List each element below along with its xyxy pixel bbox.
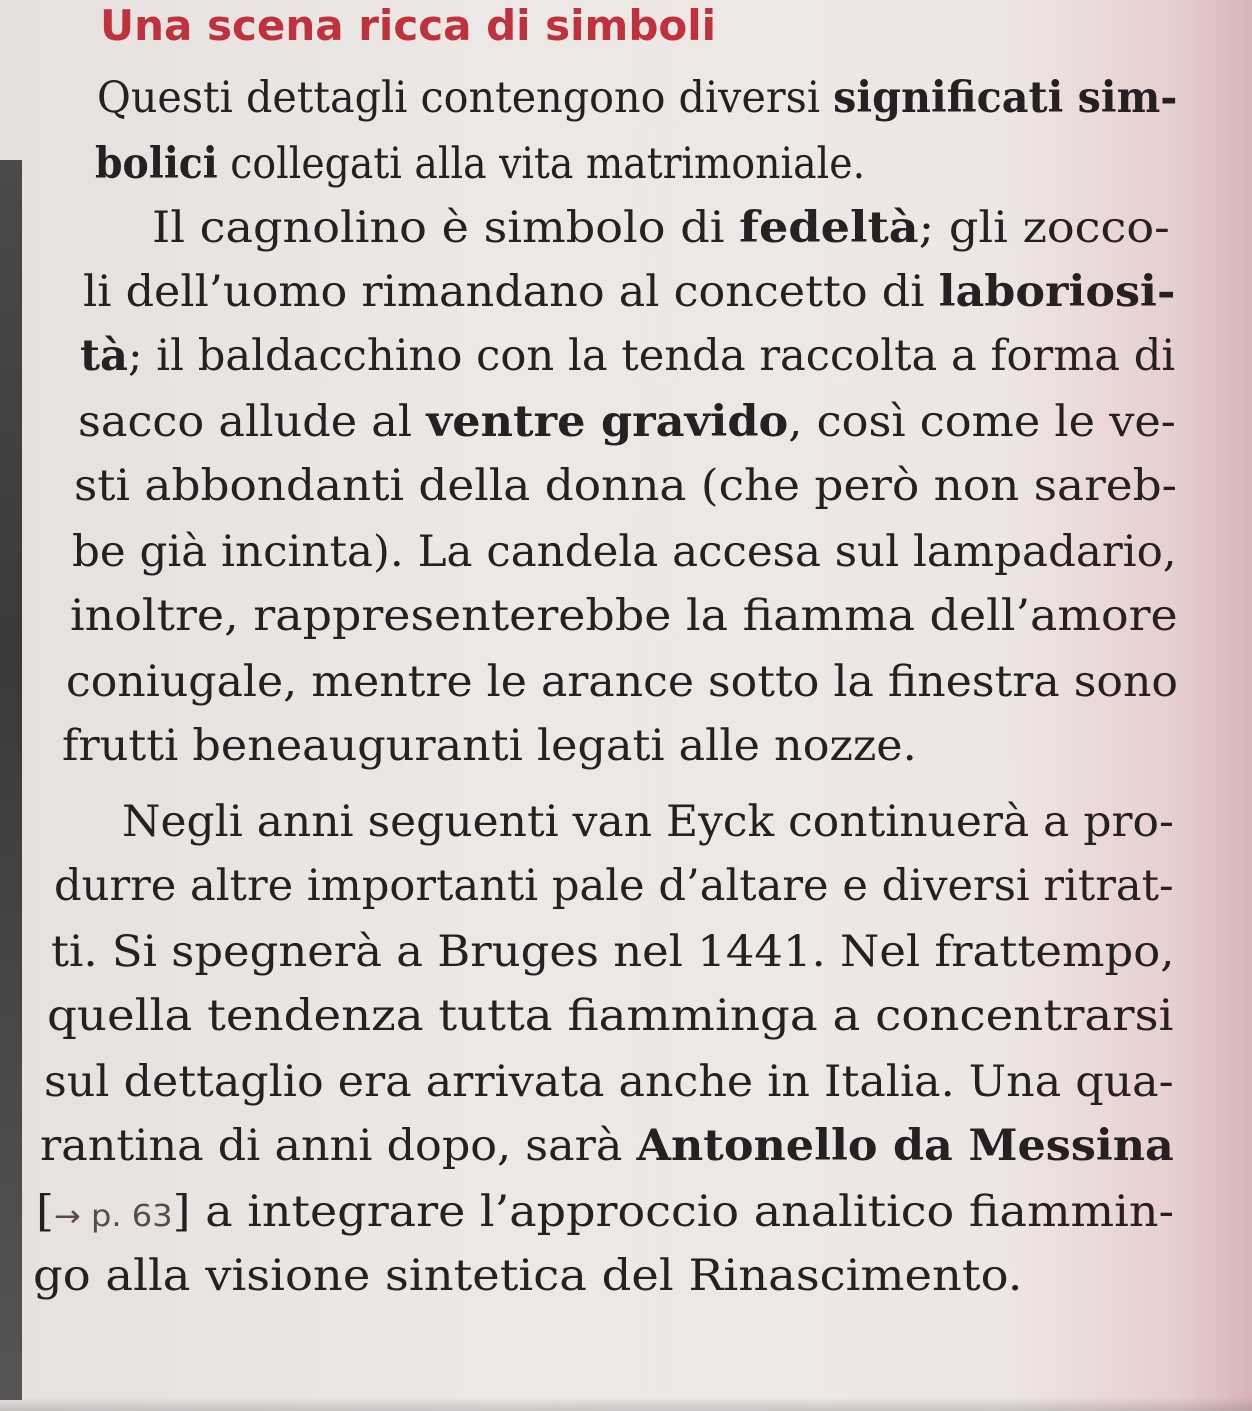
section-heading: Una scena ricca di simboli — [100, 1, 717, 50]
text-line — [54, 860, 1174, 912]
text-line — [78, 396, 1176, 448]
text-line — [95, 138, 865, 190]
text-segment: Negli anni seguenti van Eyck continuerà a pro- — [122, 797, 1174, 847]
text-line — [44, 1056, 1174, 1108]
text-line — [36, 1186, 1174, 1238]
text-line — [72, 526, 1177, 578]
text-line — [70, 590, 1178, 642]
bold-term: ventre gravido — [426, 397, 789, 447]
text-segment: rantina di anni dopo, sarà — [40, 1121, 637, 1171]
text-line — [66, 656, 1178, 708]
bold-term: fedeltà — [739, 203, 919, 253]
text-segment: collegati alla vita matrimoniale. — [217, 139, 866, 189]
text-line — [51, 926, 1175, 978]
bold-term: bolici — [95, 139, 218, 189]
text-line — [40, 1120, 1174, 1172]
text-segment: , così come le ve- — [788, 397, 1176, 447]
page-bottom-edge — [0, 1397, 1252, 1411]
text-segment: ; gli zocco- — [918, 203, 1170, 253]
text-segment: durre altre importanti pale d’altare e diversi ritrat- — [54, 861, 1174, 911]
text-segment: sti abbondanti della donna (che però non sareb- — [74, 461, 1177, 511]
bold-term: significati sim- — [833, 73, 1178, 123]
text-segment: frutti beneauguranti legati alle nozze. — [62, 721, 917, 771]
text-line — [80, 330, 1175, 382]
text-line — [122, 796, 1174, 848]
text-segment: go alla visione sintetica del Rinascimento. — [33, 1251, 1023, 1301]
text-segment: ] a integrare l’approccio analitico fiammin- — [172, 1187, 1175, 1237]
bold-term: tà — [80, 331, 128, 381]
text-segment: quella tendenza tutta fiamminga a concentrarsi — [47, 991, 1174, 1041]
text-line — [47, 990, 1173, 1042]
page-reference: → p. 63 — [53, 1199, 173, 1234]
page-edge-shadow — [0, 160, 22, 1400]
text-segment: ti. Si spegnerà a Bruges nel 1441. Nel frattempo, — [51, 927, 1175, 977]
text-segment: coniugale, mentre le arance sotto la finestra sono — [66, 657, 1178, 707]
text-segment: Questi dettagli contengono diversi — [97, 73, 834, 123]
text-segment: sacco allude al — [78, 397, 427, 447]
text-line — [74, 460, 1177, 512]
text-line — [83, 266, 1175, 318]
text-line — [33, 1250, 1022, 1302]
text-segment: [ — [36, 1187, 54, 1237]
text-segment: inoltre, rappresenterebbe la fiamma dell’amore — [70, 591, 1178, 641]
text-segment: ; il baldacchino con la tenda raccolta a forma di — [127, 331, 1176, 381]
text-segment: be già incinta). La candela accesa sul lampadario, — [72, 527, 1177, 577]
text-segment: li dell’uomo rimandano al concetto di — [83, 267, 939, 317]
bold-term: Antonello da Messina — [636, 1121, 1174, 1171]
text-segment: Il cagnolino è simbolo di — [152, 203, 740, 253]
text-segment: sul dettaglio era arrivata anche in Italia. Una qua- — [44, 1057, 1174, 1107]
text-line — [152, 202, 1170, 254]
text-line — [62, 720, 917, 772]
text-line — [97, 72, 1177, 124]
bold-term: laboriosi- — [938, 267, 1176, 317]
